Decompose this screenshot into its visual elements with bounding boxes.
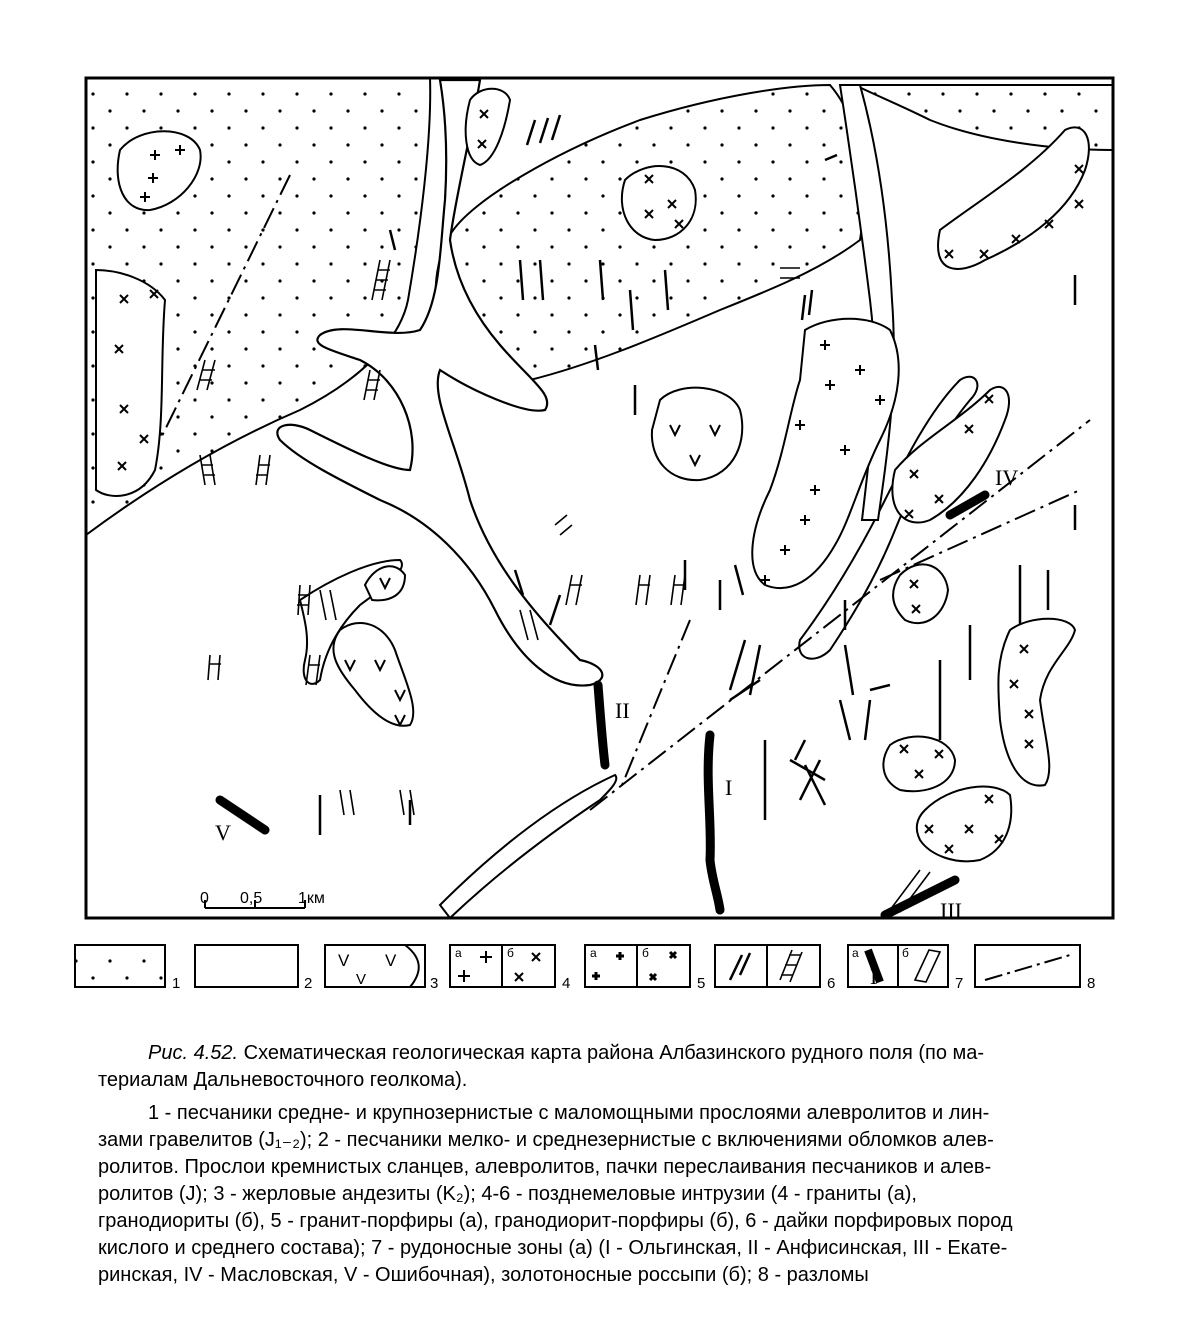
ore-zone-label-IV: IV (995, 465, 1019, 490)
caption-line-2: териалам Дальневосточного геолкома). (98, 1069, 468, 1091)
caption-title: Схематическая геологическая карта района Албазинского рудного поля (по ма- (238, 1042, 985, 1064)
andesite-vent-central (652, 388, 742, 480)
scale-tick-1km: 1км (298, 890, 325, 907)
ore-zone-label-I: I (725, 775, 733, 800)
legend-number-4: 4 (562, 975, 571, 992)
legend-3-symbol-c: V (385, 951, 397, 970)
scale-tick-0: 0 (200, 890, 209, 907)
legend-4-sub-a: а (455, 946, 462, 960)
granodiorite-intrusion-south-a (883, 737, 955, 792)
granodiorite-intrusion-southeast-b (998, 619, 1075, 786)
scale-bar (200, 890, 325, 908)
placer-ribbon-southwest (440, 775, 616, 918)
ore-zone-label-III: III (940, 898, 962, 923)
granodiorite-intrusion-northeast-band (938, 127, 1089, 269)
legend-number-2: 2 (304, 975, 313, 992)
legend-number-6: 6 (827, 975, 836, 992)
legend-3-symbol-a: V (338, 951, 350, 970)
ore-zone-label-II: II (615, 698, 630, 723)
andesite-vent-southwest (333, 623, 413, 726)
legend-3-symbol-b: V (356, 971, 367, 988)
caption-figure-number: Рис. 4.52. (148, 1042, 239, 1064)
legend-4-sub-b: б (507, 946, 514, 960)
caption-line-9: ринская, IV - Масловская, V - Ошибочная), золотоносные россыпи (б); 8 - разломы (98, 1264, 869, 1286)
legend (75, 945, 1095, 992)
scale-tick-05: 0,5 (240, 890, 263, 907)
legend-number-1: 1 (172, 975, 181, 992)
legend-box-1 (75, 945, 165, 987)
ore-zone-label-V: V (215, 820, 231, 845)
granodiorite-intrusion-south-b (917, 787, 1012, 862)
legend-box-2 (195, 945, 298, 987)
legend-number-8: 8 (1087, 975, 1096, 992)
caption-line-1 (148, 1040, 984, 1067)
caption-line-6: ролитов (J); 3 - жерловые андезиты (K₂); 4-6 - позднемеловые интрузии (4 - граниты (а), (98, 1183, 917, 1205)
ore-zone-II (598, 685, 605, 765)
legend-7-roman: I (870, 964, 878, 989)
granodiorite-intrusion-upper-north (466, 89, 510, 165)
legend-number-3: 3 (430, 975, 439, 992)
caption-line-4: зами гравелитов (J₁₋₂); 2 - песчаники мелко- и среднезернистые с включениями обломков алев- (98, 1129, 994, 1151)
legend-box-8 (975, 945, 1080, 987)
granodiorite-intrusion-southeast-a (893, 564, 948, 623)
legend-number-7: 7 (955, 975, 964, 992)
caption-line-8: кислого и среднего состава); 7 - рудоносные зоны (а) (I - Ольгинская, II - Анфисинская, III - Екате- (98, 1237, 1008, 1259)
legend-5-sub-b: б (642, 946, 649, 960)
granodiorite-intrusion-north (622, 166, 696, 240)
legend-7-sub-a: а (852, 946, 859, 960)
caption-line-3: 1 - песчаники средне- и крупнозернистые с маломощными прослоями алевролитов и лин- (148, 1102, 990, 1124)
legend-7-sub-b: б (902, 946, 909, 960)
legend-5-sub-a: а (590, 946, 597, 960)
caption-line-7: гранодиориты (б), 5 - гранит-порфиры (а), гранодиорит-порфиры (б), 6 - дайки порфировых пород (98, 1210, 1013, 1232)
ore-zone-I (708, 735, 720, 910)
granodiorite-intrusion-west (96, 270, 165, 496)
caption-line-5: ролитов. Прослои кремнистых сланцев, алевролитов, пачки переслаивания песчаников и алев- (98, 1156, 992, 1178)
legend-number-5: 5 (697, 975, 706, 992)
